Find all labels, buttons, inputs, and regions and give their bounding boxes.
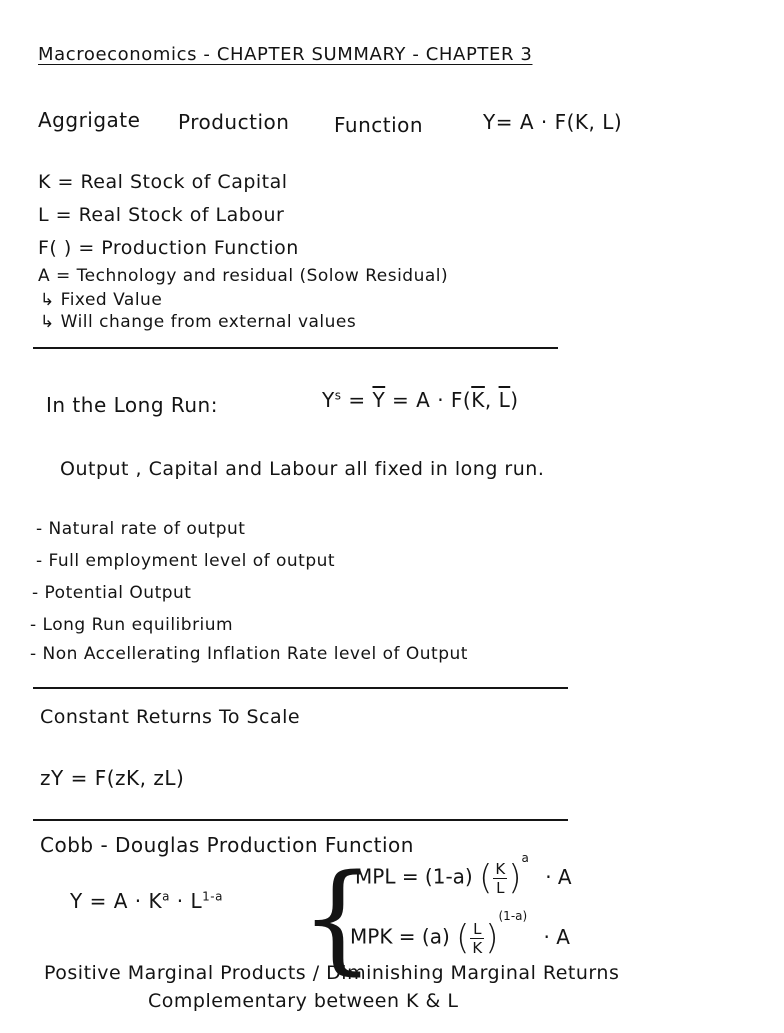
mpk-lhs: MPK = (a)	[350, 924, 450, 949]
definition-k: K = Real Stock of Capital	[38, 171, 288, 193]
mpk-fraction	[470, 920, 484, 957]
mpl-lhs: MPL = (1-a)	[355, 864, 473, 889]
curly-brace: {	[300, 848, 376, 986]
crs-heading: Constant Returns To Scale	[40, 706, 301, 728]
heading-production: Production	[178, 110, 290, 134]
crs-formula: zY = F(zK, zL)	[40, 766, 185, 790]
mpl-tail: · A	[545, 864, 572, 889]
formula-kbar: $\overline{K}$	[471, 388, 485, 412]
heading-aggregate: Aggrigate	[38, 108, 141, 132]
divider-1	[33, 347, 558, 349]
mpk-exp: (1-a)	[498, 908, 528, 923]
long-run-label: In the Long Run:	[46, 393, 218, 417]
mpl-exp: a	[521, 850, 529, 865]
marginal-products-line: Positive Marginal Products / Diminishing Marginal Returns	[44, 962, 620, 984]
list-item-nairu: - Non Accellerating Inflation Rate level of Output	[30, 644, 468, 664]
mpk-formula	[350, 908, 570, 958]
cd-exp-a: a	[162, 889, 170, 904]
mpk-tail: · A	[543, 924, 570, 949]
mpk-den: K	[472, 938, 483, 957]
formula-ybar: $\overline{Y}$	[372, 388, 386, 412]
production-function-formula: Y= A · F(K, L)	[483, 110, 623, 134]
formula-af: = A · F(	[385, 388, 472, 412]
list-item-potential-output: - Potential Output	[32, 583, 192, 603]
page-title: Macroeconomics - CHAPTER SUMMARY - CHAPTER 3	[38, 44, 533, 65]
mpk-paren-close: )	[485, 918, 499, 958]
formula-comma: ,	[484, 388, 499, 412]
mpk-num: L	[470, 920, 484, 939]
mpl-den: L	[496, 878, 505, 897]
mpl-fraction	[493, 860, 507, 897]
mpl-num: K	[495, 859, 506, 878]
cd-base: Y = A · K	[70, 889, 163, 913]
note-fixed-value: ↳ Fixed Value	[40, 290, 163, 310]
mpl-paren-close: )	[508, 858, 522, 898]
long-run-statement: Output , Capital and Labour all fixed in long run.	[60, 458, 545, 480]
long-run-formula	[322, 388, 519, 412]
definition-l: L = Real Stock of Labour	[38, 204, 285, 226]
cd-exp-1-a: 1-a	[202, 889, 223, 904]
mpl-paren-open: (	[479, 858, 493, 898]
cobb-douglas-formula	[70, 889, 223, 913]
cd-mid: · L	[169, 889, 203, 913]
formula-s: s	[334, 388, 342, 403]
list-item-natural-rate: - Natural rate of output	[36, 519, 246, 539]
complementary-line: Complementary between K & L	[148, 990, 459, 1012]
formula-eq: =	[341, 388, 373, 412]
divider-2	[33, 687, 568, 689]
heading-function: Function	[334, 113, 424, 137]
cobb-douglas-heading: Cobb - Douglas Production Function	[40, 833, 414, 857]
note-will-change: ↳ Will change from external values	[40, 312, 357, 332]
mpl-formula	[355, 850, 572, 898]
mpk-paren-open: (	[456, 918, 470, 958]
list-item-full-employment: - Full employment level of output	[36, 551, 336, 571]
formula-y: Y	[322, 388, 335, 412]
formula-close: )	[510, 388, 519, 412]
divider-3	[33, 819, 568, 821]
formula-lbar: $\overline{L}$	[498, 388, 511, 412]
list-item-long-run-equilibrium: - Long Run equilibrium	[30, 615, 234, 635]
definition-f: F( ) = Production Function	[38, 237, 299, 259]
definition-a: A = Technology and residual (Solow Residual)	[38, 266, 449, 286]
